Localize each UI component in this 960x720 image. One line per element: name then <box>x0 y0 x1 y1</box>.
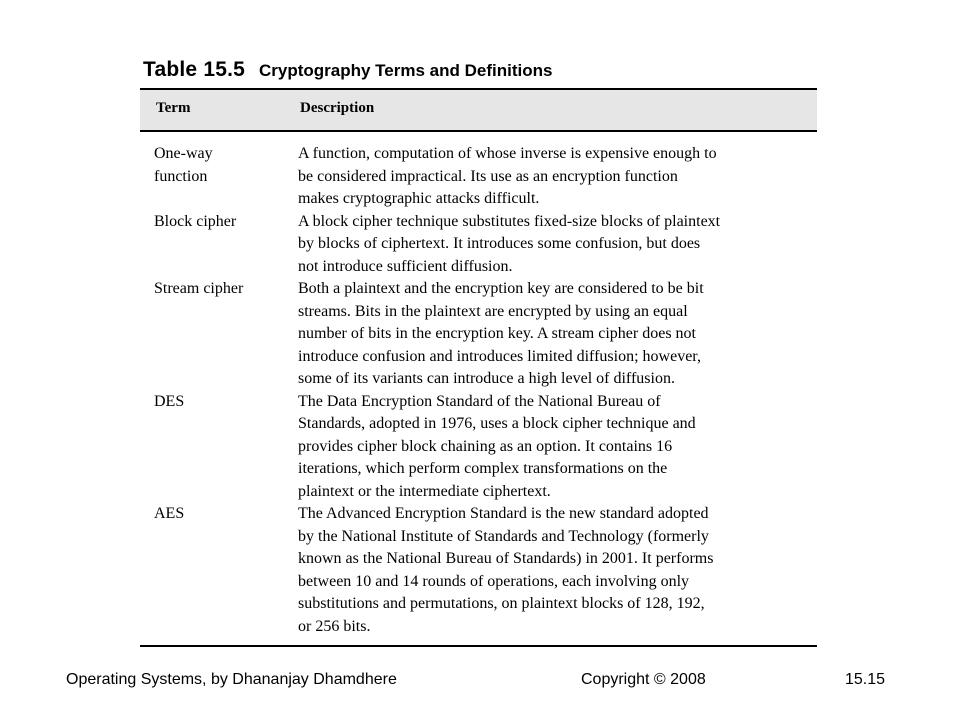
footer-book-credit: Operating Systems, by Dhananjay Dhamdhere <box>66 671 397 688</box>
column-header-term: Term <box>156 100 191 116</box>
table-title: Cryptography Terms and Definitions <box>259 61 553 80</box>
table-number: Table 15.5 <box>143 58 245 81</box>
description-cell: The Data Encryption Standard of the National Bureau of Standards, adopted in 1976, uses a block cipher technique and provides cipher block chaining as an option. It contains 16 iterations, which perform complex transformations on the plaintext or the intermediate ciphertext. <box>298 392 696 500</box>
table-row <box>140 143 817 211</box>
description-cell: A block cipher technique substitutes fixed-size blocks of plaintext by blocks of ciphertext. It introduces some confusion, but does not introduce sufficient diffusion. <box>298 212 721 275</box>
table-row <box>140 391 817 504</box>
footer-copyright: Copyright © 2008 <box>581 671 706 688</box>
table-bottom-rule <box>140 645 817 647</box>
table-body <box>140 143 817 638</box>
term-cell: AES <box>154 505 185 522</box>
term-cell: DES <box>154 392 185 410</box>
term-cell: Stream cipher <box>154 280 244 297</box>
footer-slide-number: 15.15 <box>845 671 886 688</box>
column-header-description: Description <box>300 100 375 116</box>
description-cell: A function, computation of whose inverse is expensive enough to be considered impractical. Its use as an encryption function makes cryptographic attacks difficult. <box>298 145 717 207</box>
table-caption <box>143 58 823 86</box>
table-row <box>140 278 817 391</box>
term-cell: One-way function <box>154 145 213 185</box>
table-header <box>140 88 817 132</box>
table-row <box>140 211 817 279</box>
description-cell: The Advanced Encryption Standard is the new standard adopted by the National Institute of Standards and Technology (formerly known as the National Bureau of Standards) in 2001. It performs between 10 and 14 rounds of operations, each involving only substitutions and permutations, on plaintext blocks of 128, 192, or 256 bits. <box>298 505 714 635</box>
description-cell: Both a plaintext and the encryption key are considered to be bit streams. Bits in the plaintext are encrypted by using an equal number of bits in the encryption key. A stream cipher does not introduce confusion and introduces limited diffusion; however, some of its variants can introduce a high level of diffusion. <box>298 280 704 387</box>
term-cell: Block cipher <box>154 212 237 230</box>
table-row <box>140 503 817 638</box>
